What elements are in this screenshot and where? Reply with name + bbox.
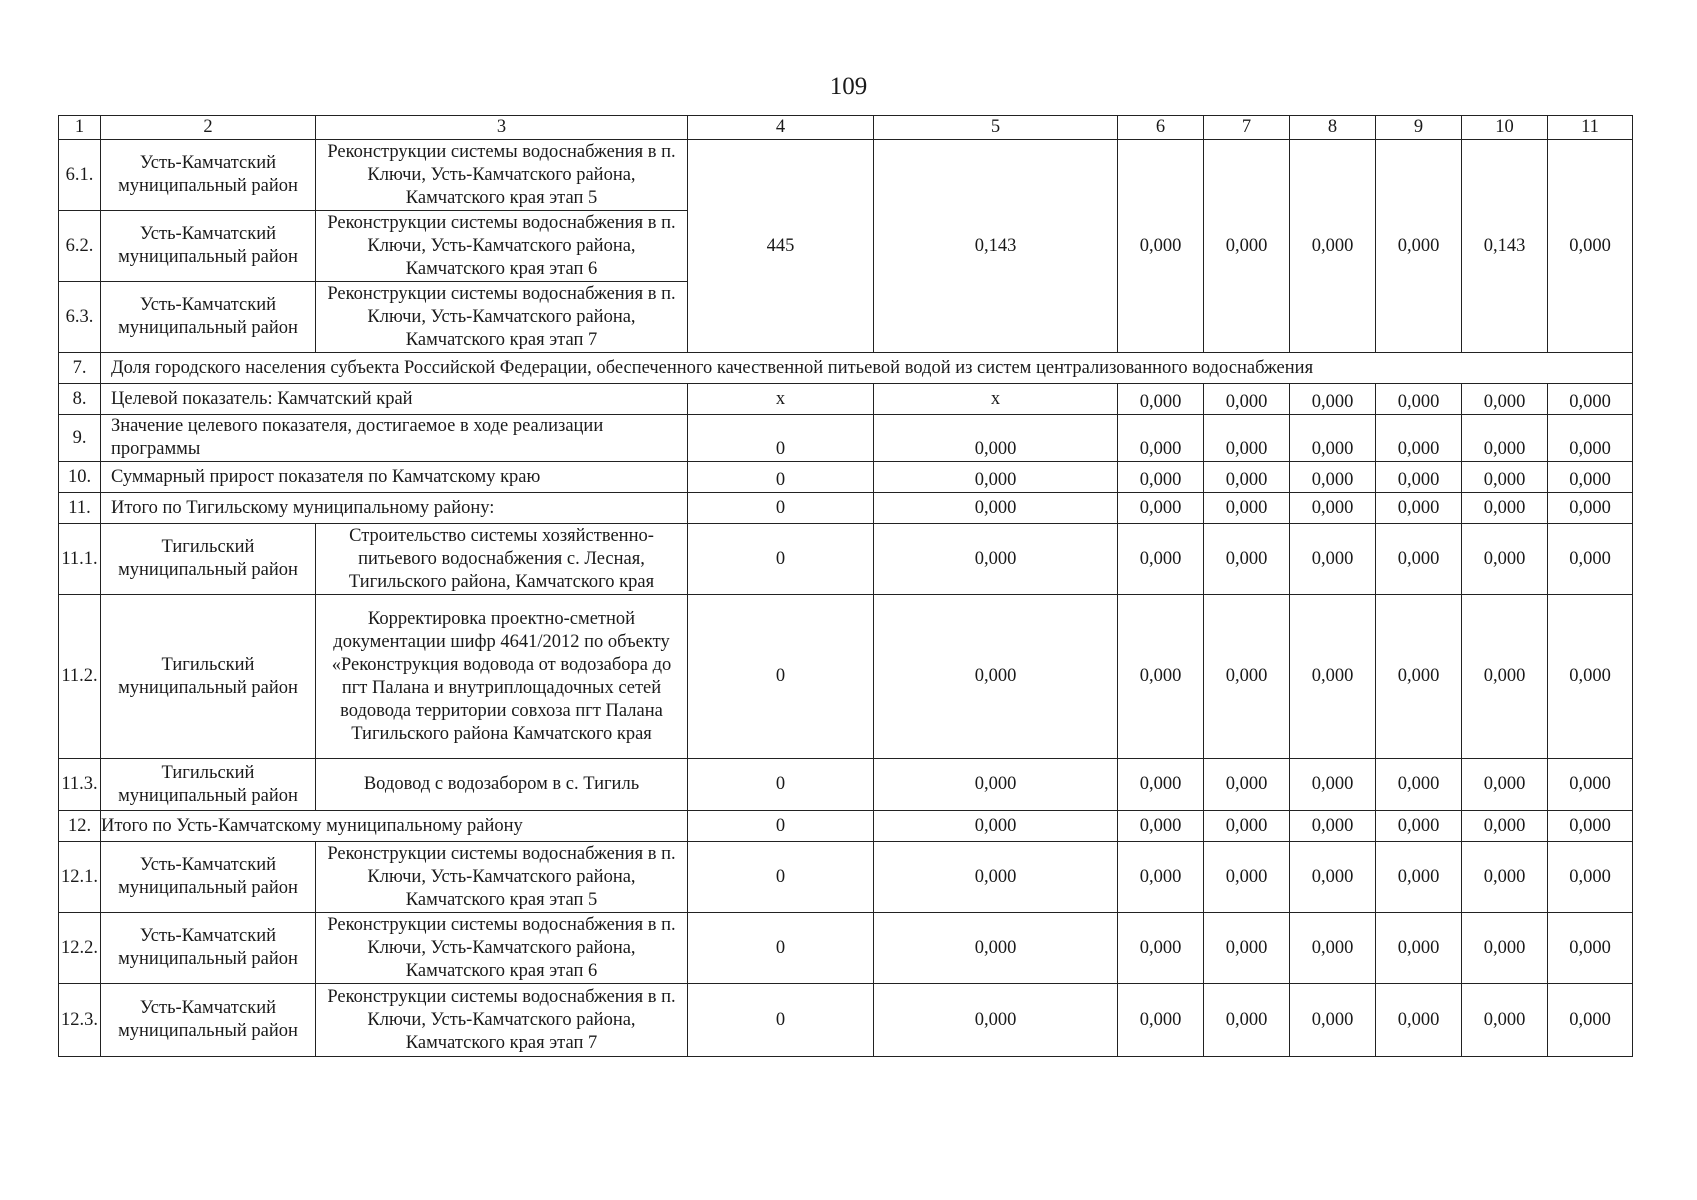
- value-cell: 0,000: [1376, 415, 1462, 462]
- row-number: 6.3.: [59, 282, 101, 353]
- row-number: 6.1.: [59, 140, 101, 211]
- row-number: 10.: [59, 462, 101, 493]
- value-cell: 0,000: [1462, 524, 1548, 595]
- value-cell: 0,000: [1118, 493, 1204, 524]
- column-header: 2: [101, 116, 316, 140]
- value-cell: 0: [688, 595, 874, 759]
- row-number: 9.: [59, 415, 101, 462]
- value-cell: 0,000: [1548, 462, 1633, 493]
- row-number: 8.: [59, 384, 101, 415]
- value-cell: 0,000: [874, 759, 1118, 811]
- value-cell: 0,000: [874, 462, 1118, 493]
- value-cell: 445: [688, 140, 874, 353]
- value-cell: 0,000: [1548, 493, 1633, 524]
- value-cell: 0,000: [1118, 595, 1204, 759]
- row-number: 12.3.: [59, 984, 101, 1057]
- row-label: Итого по Тигильскому муниципальному району:: [101, 493, 688, 524]
- value-cell: 0,000: [1548, 595, 1633, 759]
- row-number: 6.2.: [59, 211, 101, 282]
- column-header: 11: [1548, 116, 1633, 140]
- value-cell: 0,000: [1290, 913, 1376, 984]
- row-number: 7.: [59, 353, 101, 384]
- object-cell: Реконструкции системы водоснабжения в п. Ключи, Усть-Камчатского района, Камчатского края этап 5: [316, 842, 688, 913]
- value-cell: 0,000: [874, 595, 1118, 759]
- value-cell: 0,000: [1290, 984, 1376, 1057]
- data-table: [58, 115, 1633, 1057]
- row-number: 11.: [59, 493, 101, 524]
- value-cell: 0,143: [874, 140, 1118, 353]
- column-header: 5: [874, 116, 1118, 140]
- table-row: [59, 353, 1633, 384]
- value-cell: 0,000: [1204, 811, 1290, 842]
- value-cell: 0,000: [1548, 524, 1633, 595]
- value-cell: 0,000: [1204, 462, 1290, 493]
- value-cell: 0,000: [1290, 415, 1376, 462]
- district-cell: Тигильский муниципальный район: [101, 595, 316, 759]
- row-number: 11.2.: [59, 595, 101, 759]
- value-cell: 0,000: [1290, 493, 1376, 524]
- value-cell: 0,000: [1118, 415, 1204, 462]
- value-cell: 0,000: [874, 811, 1118, 842]
- value-cell: 0,000: [1204, 384, 1290, 415]
- value-cell: 0,000: [1376, 759, 1462, 811]
- district-cell: Усть-Камчатский муниципальный район: [101, 282, 316, 353]
- value-cell: 0,000: [1118, 913, 1204, 984]
- value-cell: 0,000: [1204, 913, 1290, 984]
- object-cell: Корректировка проектно-сметной документации шифр 4641/2012 по объекту «Реконструкция водовода от водозабора до пгт Палана и внутриплощадочных сетей водовода территории совхоза пгт Палана Тигильского района Камчатского края: [316, 595, 688, 759]
- value-cell: 0,000: [1118, 384, 1204, 415]
- row-label: Значение целевого показателя, достигаемое в ходе реализации программы: [101, 415, 688, 462]
- value-cell: 0,000: [1376, 984, 1462, 1057]
- object-cell: Строительство системы хозяйственно-питьевого водоснабжения с. Лесная, Тигильского района, Камчатского края: [316, 524, 688, 595]
- value-cell: 0: [688, 415, 874, 462]
- value-cell: 0,000: [1548, 984, 1633, 1057]
- value-cell: 0,000: [1548, 759, 1633, 811]
- value-cell: 0: [688, 811, 874, 842]
- value-cell: 0,000: [1290, 811, 1376, 842]
- value-cell: 0,000: [1118, 140, 1204, 353]
- row-label: Итого по Усть-Камчатскому муниципальному району: [101, 811, 688, 842]
- column-header: 7: [1204, 116, 1290, 140]
- column-header: 3: [316, 116, 688, 140]
- district-cell: Усть-Камчатский муниципальный район: [101, 984, 316, 1057]
- district-cell: Усть-Камчатский муниципальный район: [101, 211, 316, 282]
- value-cell: 0,000: [1376, 493, 1462, 524]
- row-number: 12.: [59, 811, 101, 842]
- value-cell: 0,000: [1204, 984, 1290, 1057]
- district-cell: Тигильский муниципальный район: [101, 759, 316, 811]
- value-cell: 0: [688, 842, 874, 913]
- object-cell: Реконструкции системы водоснабжения в п. Ключи, Усть-Камчатского района, Камчатского края этап 6: [316, 913, 688, 984]
- table-row: [59, 595, 1633, 759]
- value-cell: x: [688, 384, 874, 415]
- column-header: 8: [1290, 116, 1376, 140]
- value-cell: 0,000: [1548, 842, 1633, 913]
- table-row: [59, 415, 1633, 462]
- district-cell: Тигильский муниципальный район: [101, 524, 316, 595]
- table-row: [59, 524, 1633, 595]
- column-header: 9: [1376, 116, 1462, 140]
- value-cell: 0,000: [1548, 811, 1633, 842]
- section-heading: Доля городского населения субъекта Российской Федерации, обеспеченного качественной питьевой водой из систем централизованного водоснабжения: [101, 353, 1633, 384]
- value-cell: 0,000: [1376, 913, 1462, 984]
- header-row: [59, 116, 1633, 140]
- column-header: 4: [688, 116, 874, 140]
- row-number: 11.1.: [59, 524, 101, 595]
- object-cell: Реконструкции системы водоснабжения в п. Ключи, Усть-Камчатского района, Камчатского края этап 7: [316, 984, 688, 1057]
- table-row: [59, 462, 1633, 493]
- district-cell: Усть-Камчатский муниципальный район: [101, 913, 316, 984]
- value-cell: 0,000: [1290, 842, 1376, 913]
- value-cell: 0,000: [1548, 140, 1633, 353]
- value-cell: 0,000: [1118, 524, 1204, 595]
- object-cell: Реконструкции системы водоснабжения в п. Ключи, Усть-Камчатского района, Камчатского края этап 6: [316, 211, 688, 282]
- value-cell: 0,000: [1462, 984, 1548, 1057]
- district-cell: Усть-Камчатский муниципальный район: [101, 842, 316, 913]
- value-cell: 0,000: [1462, 493, 1548, 524]
- table-row: [59, 913, 1633, 984]
- value-cell: 0,000: [1376, 842, 1462, 913]
- value-cell: 0,000: [874, 524, 1118, 595]
- value-cell: 0,000: [1376, 595, 1462, 759]
- value-cell: 0,000: [1462, 595, 1548, 759]
- object-cell: Реконструкции системы водоснабжения в п. Ключи, Усть-Камчатского района, Камчатского края этап 5: [316, 140, 688, 211]
- value-cell: 0,000: [1204, 595, 1290, 759]
- value-cell: 0,000: [1118, 811, 1204, 842]
- column-header: 10: [1462, 116, 1548, 140]
- value-cell: 0,000: [1548, 384, 1633, 415]
- value-cell: 0: [688, 984, 874, 1057]
- value-cell: 0,000: [1462, 842, 1548, 913]
- value-cell: 0,000: [1204, 415, 1290, 462]
- value-cell: 0,000: [1290, 524, 1376, 595]
- value-cell: 0,000: [1462, 811, 1548, 842]
- value-cell: 0,000: [874, 415, 1118, 462]
- object-cell: Водовод с водозабором в с. Тигиль: [316, 759, 688, 811]
- value-cell: x: [874, 384, 1118, 415]
- value-cell: 0,000: [874, 842, 1118, 913]
- value-cell: 0,000: [1204, 842, 1290, 913]
- value-cell: 0,000: [1376, 140, 1462, 353]
- value-cell: 0: [688, 759, 874, 811]
- value-cell: 0,000: [1548, 913, 1633, 984]
- row-label: Целевой показатель: Камчатский край: [101, 384, 688, 415]
- table-row: [59, 842, 1633, 913]
- value-cell: 0,000: [1462, 913, 1548, 984]
- value-cell: 0: [688, 524, 874, 595]
- value-cell: 0,000: [1376, 811, 1462, 842]
- row-label: Суммарный прирост показателя по Камчатскому краю: [101, 462, 688, 493]
- value-cell: 0: [688, 493, 874, 524]
- value-cell: 0,000: [1118, 842, 1204, 913]
- column-header: 1: [59, 116, 101, 140]
- value-cell: 0: [688, 462, 874, 493]
- value-cell: 0,000: [874, 913, 1118, 984]
- value-cell: 0,000: [1376, 384, 1462, 415]
- value-cell: 0,000: [1462, 759, 1548, 811]
- value-cell: 0,000: [1290, 759, 1376, 811]
- value-cell: 0,000: [1376, 462, 1462, 493]
- value-cell: 0,000: [1290, 462, 1376, 493]
- page-number: 109: [829, 73, 868, 100]
- value-cell: 0,000: [1118, 462, 1204, 493]
- value-cell: 0,000: [1376, 524, 1462, 595]
- value-cell: 0,000: [874, 493, 1118, 524]
- value-cell: 0,000: [1290, 140, 1376, 353]
- row-number: 12.2.: [59, 913, 101, 984]
- object-cell: Реконструкции системы водоснабжения в п. Ключи, Усть-Камчатского района, Камчатского края этап 7: [316, 282, 688, 353]
- value-cell: 0,000: [1462, 462, 1548, 493]
- table-row: [59, 140, 1633, 211]
- value-cell: 0,000: [1204, 759, 1290, 811]
- value-cell: 0,000: [1118, 759, 1204, 811]
- table-row: [59, 984, 1633, 1057]
- value-cell: 0,000: [1118, 984, 1204, 1057]
- table-row: [59, 811, 1633, 842]
- table-row: [59, 493, 1633, 524]
- value-cell: 0,000: [1290, 595, 1376, 759]
- row-number: 11.3.: [59, 759, 101, 811]
- value-cell: 0,000: [1462, 415, 1548, 462]
- column-header: 6: [1118, 116, 1204, 140]
- value-cell: 0,000: [1462, 384, 1548, 415]
- value-cell: 0,000: [1548, 415, 1633, 462]
- table-row: [59, 759, 1633, 811]
- value-cell: 0,000: [1204, 493, 1290, 524]
- value-cell: 0: [688, 913, 874, 984]
- value-cell: 0,000: [1290, 384, 1376, 415]
- value-cell: 0,000: [874, 984, 1118, 1057]
- district-cell: Усть-Камчатский муниципальный район: [101, 140, 316, 211]
- table-row: [59, 384, 1633, 415]
- value-cell: 0,000: [1204, 524, 1290, 595]
- value-cell: 0,000: [1204, 140, 1290, 353]
- value-cell: 0,143: [1462, 140, 1548, 353]
- row-number: 12.1.: [59, 842, 101, 913]
